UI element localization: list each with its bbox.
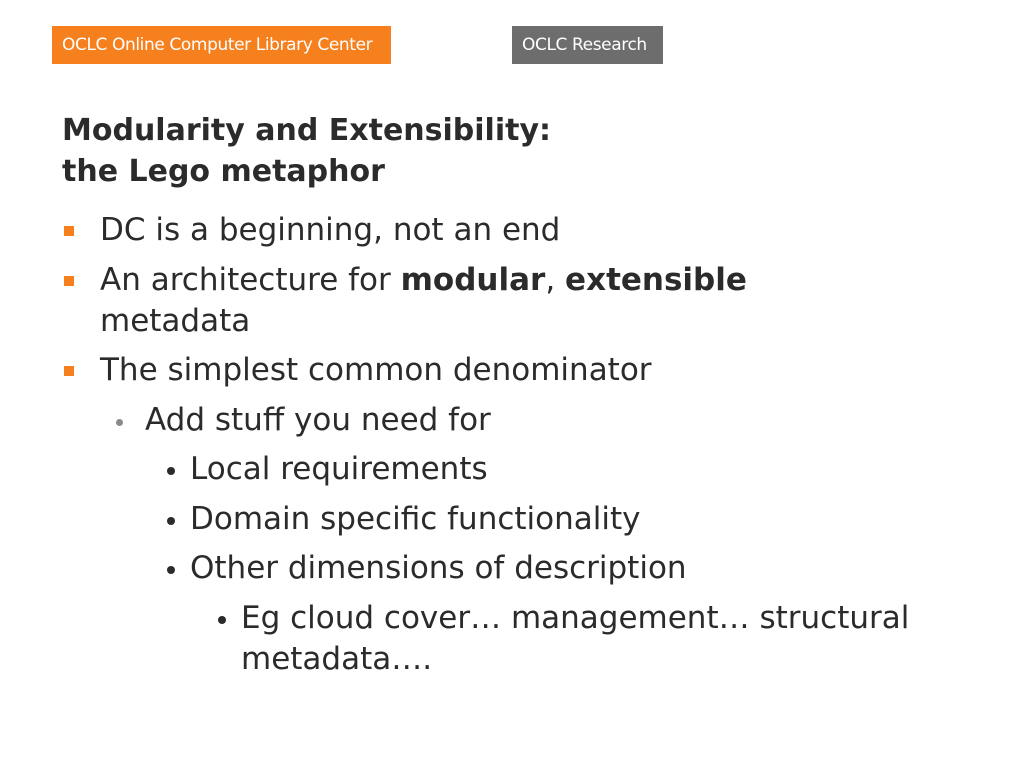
dot-bullet-icon — [167, 517, 175, 525]
bullet-item — [190, 449, 488, 490]
grey-dot-bullet-icon — [116, 419, 123, 426]
bullet-item — [100, 210, 560, 251]
bullet-item — [100, 350, 652, 391]
bullet-item — [100, 260, 747, 342]
bullet-text-line-1 — [100, 260, 747, 301]
square-bullet-icon — [64, 366, 74, 376]
bullet-text-separator: , — [545, 262, 566, 298]
dot-bullet-icon — [167, 467, 175, 475]
oclc-research-logo: OCLC Research — [512, 26, 663, 64]
bullet-text: DC is a beginning, not an end — [100, 212, 561, 248]
bullet-text: Local requirements — [190, 451, 488, 487]
slide-title — [62, 110, 962, 192]
bullet-text-line-2: metadata…. — [241, 641, 433, 677]
bullet-text: Other dimensions of description — [190, 550, 687, 586]
bullet-item — [241, 598, 909, 680]
bullet-item — [190, 548, 687, 589]
bullet-text: The simplest common denominator — [100, 352, 652, 388]
dot-bullet-icon — [167, 566, 175, 574]
oclc-logo: OCLC Online Computer Library Center — [52, 26, 391, 64]
dot-bullet-icon — [218, 616, 226, 624]
bullet-text-prefix: An architecture for — [100, 262, 401, 298]
bullet-text: Domain specific functionality — [190, 501, 641, 537]
bullet-bold-modular: modular — [400, 262, 546, 298]
bullet-item — [190, 499, 640, 540]
title-line-1: Modularity and Extensibility: — [62, 113, 552, 148]
bullet-text-line-2: metadata — [100, 303, 251, 339]
square-bullet-icon — [64, 276, 74, 286]
bullet-bold-extensible: extensible — [565, 262, 747, 298]
square-bullet-icon — [64, 226, 74, 236]
bullet-text-line-1: Eg cloud cover… management… structural — [241, 600, 910, 636]
bullet-item — [145, 400, 491, 441]
title-line-2: the Lego metaphor — [62, 154, 385, 189]
bullet-text: Add stuff you need for — [145, 402, 491, 438]
